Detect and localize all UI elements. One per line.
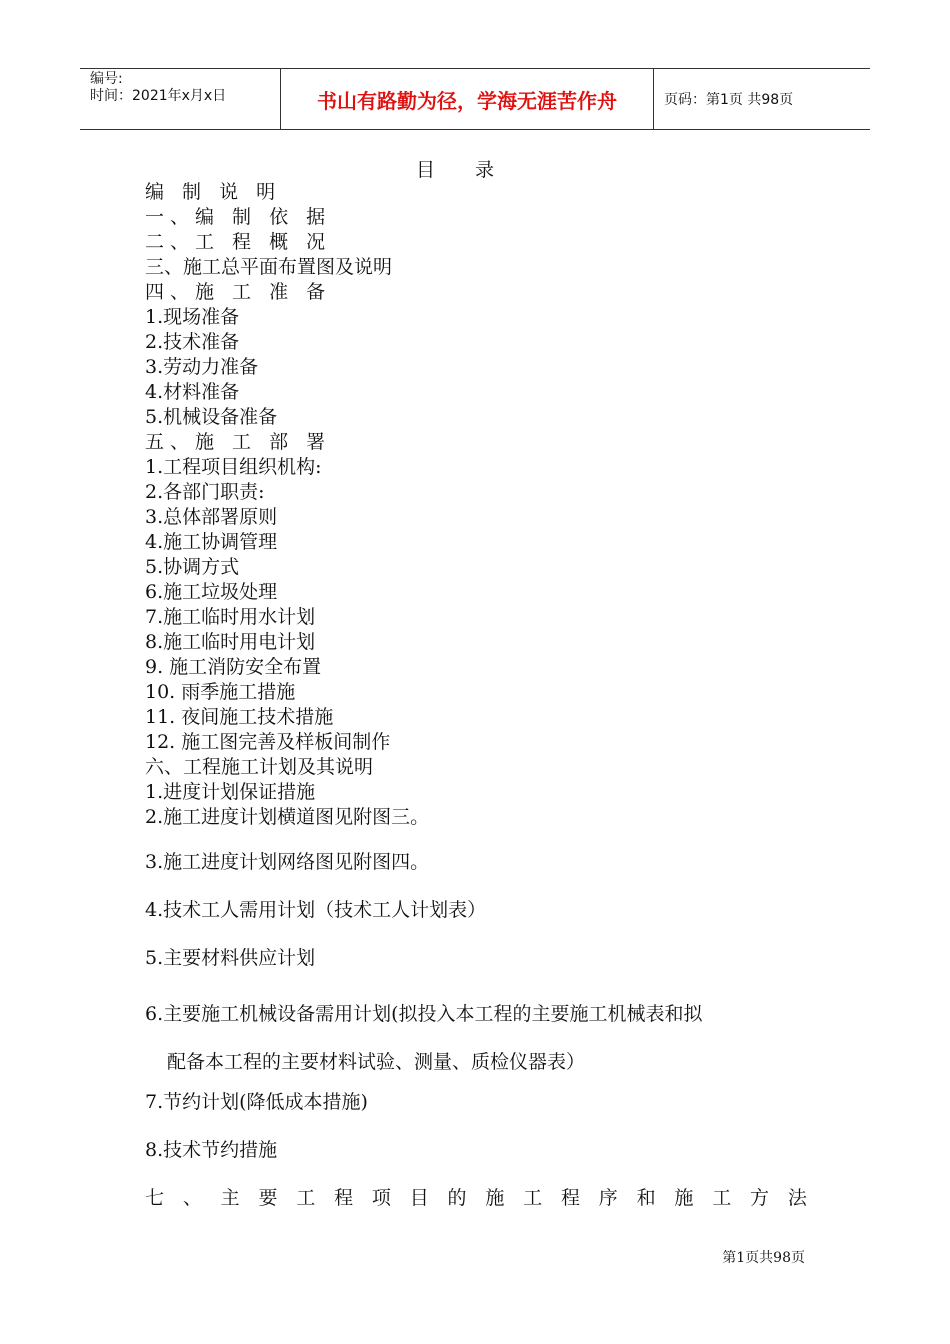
toc-item: 12. 施工图完善及样板间制作: [145, 731, 391, 753]
section-heading-justified: [145, 1183, 807, 1210]
heading-char: 七: [145, 1187, 165, 1209]
heading-char: 主: [220, 1187, 240, 1209]
toc-item: 5.机械设备准备: [145, 406, 278, 428]
toc-item: 3.施工进度计划网络图见附图四。: [145, 851, 430, 873]
toc-list: [145, 180, 429, 830]
heading-char: 序: [598, 1187, 618, 1209]
heading-char: 项: [371, 1187, 391, 1209]
toc-item: 二、工 程 概 况: [145, 231, 332, 253]
toc-item: 4.技术工人需用计划（技术工人计划表）: [145, 899, 487, 921]
toc-item: 8.技术节约措施: [145, 1139, 278, 1161]
toc-item: 编 制 说 明: [145, 181, 282, 203]
toc-title: 目录: [415, 159, 534, 181]
heading-char: 施: [485, 1187, 505, 1209]
toc-item: 8.施工临时用电计划: [145, 631, 316, 653]
heading-char: 、: [182, 1187, 202, 1209]
header-page-number: 页码：第1页 共98页: [664, 92, 794, 108]
header-meta: [80, 69, 281, 129]
toc-item: 7.节约计划(降低成本措施): [145, 1091, 368, 1113]
toc-item: 一、编 制 依 据: [145, 206, 332, 228]
toc-item-continuation: 配备本工程的主要材料试验、测量、质检仪器表）: [167, 1051, 586, 1073]
toc-item-line: 6.主要施工机械设备需用计划(拟投入本工程的主要施工机械表和拟: [145, 1003, 703, 1025]
toc-item: 2.各部门职责:: [145, 481, 265, 503]
heading-char: 的: [447, 1187, 467, 1209]
toc-item: 4.材料准备: [145, 381, 240, 403]
toc-item: 三、施工总平面布置图及说明: [145, 256, 393, 278]
toc-item-multiline: [145, 990, 815, 1086]
page-header: [80, 68, 870, 130]
header-motto: 书山有路勤为径，学海无涯苦作舟: [281, 69, 654, 129]
toc-item: 6.施工垃圾处理: [145, 581, 278, 603]
heading-char: 程: [334, 1187, 354, 1209]
toc-item: 五、施 工 部 署: [145, 431, 332, 453]
toc-item: 5.协调方式: [145, 556, 240, 578]
heading-char: 和: [636, 1187, 656, 1209]
document-time-label: 时间：2021年x月x日: [90, 88, 227, 104]
toc-item: 四、施 工 准 备: [145, 281, 332, 303]
heading-char: 目: [409, 1187, 429, 1209]
toc-item: 1.进度计划保证措施: [145, 781, 316, 803]
toc-item: 3.总体部署原则: [145, 506, 278, 528]
toc-item: 3.劳动力准备: [145, 356, 259, 378]
heading-char: 方: [750, 1187, 770, 1209]
toc-item: 六、工程施工计划及其说明: [145, 756, 374, 778]
heading-char: 工: [523, 1187, 543, 1209]
heading-char: 要: [258, 1187, 278, 1209]
toc-item: 1.现场准备: [145, 306, 240, 328]
toc-item: 7.施工临时用水计划: [145, 606, 316, 628]
toc-item: 2.技术准备: [145, 331, 240, 353]
page-footer: 第1页共98页: [722, 1250, 805, 1266]
toc-item: 4.施工协调管理: [145, 531, 278, 553]
toc-item: 2.施工进度计划横道图见附图三。: [145, 806, 430, 828]
heading-char: 程: [560, 1187, 580, 1209]
heading-char: 工: [712, 1187, 732, 1209]
toc-list-lower: [145, 846, 815, 1182]
toc-item: 10. 雨季施工措施: [145, 681, 296, 703]
toc-item: 5.主要材料供应计划: [145, 947, 316, 969]
toc-item: 1.工程项目组织机构:: [145, 456, 322, 478]
heading-char: 法: [787, 1187, 807, 1209]
toc-item: 9. 施工消防安全布置: [145, 656, 322, 678]
toc-item: 11. 夜间施工技术措施: [145, 706, 334, 728]
heading-char: 施: [674, 1187, 694, 1209]
document-number-label: 编号:: [90, 71, 123, 87]
heading-char: 工: [296, 1187, 316, 1209]
